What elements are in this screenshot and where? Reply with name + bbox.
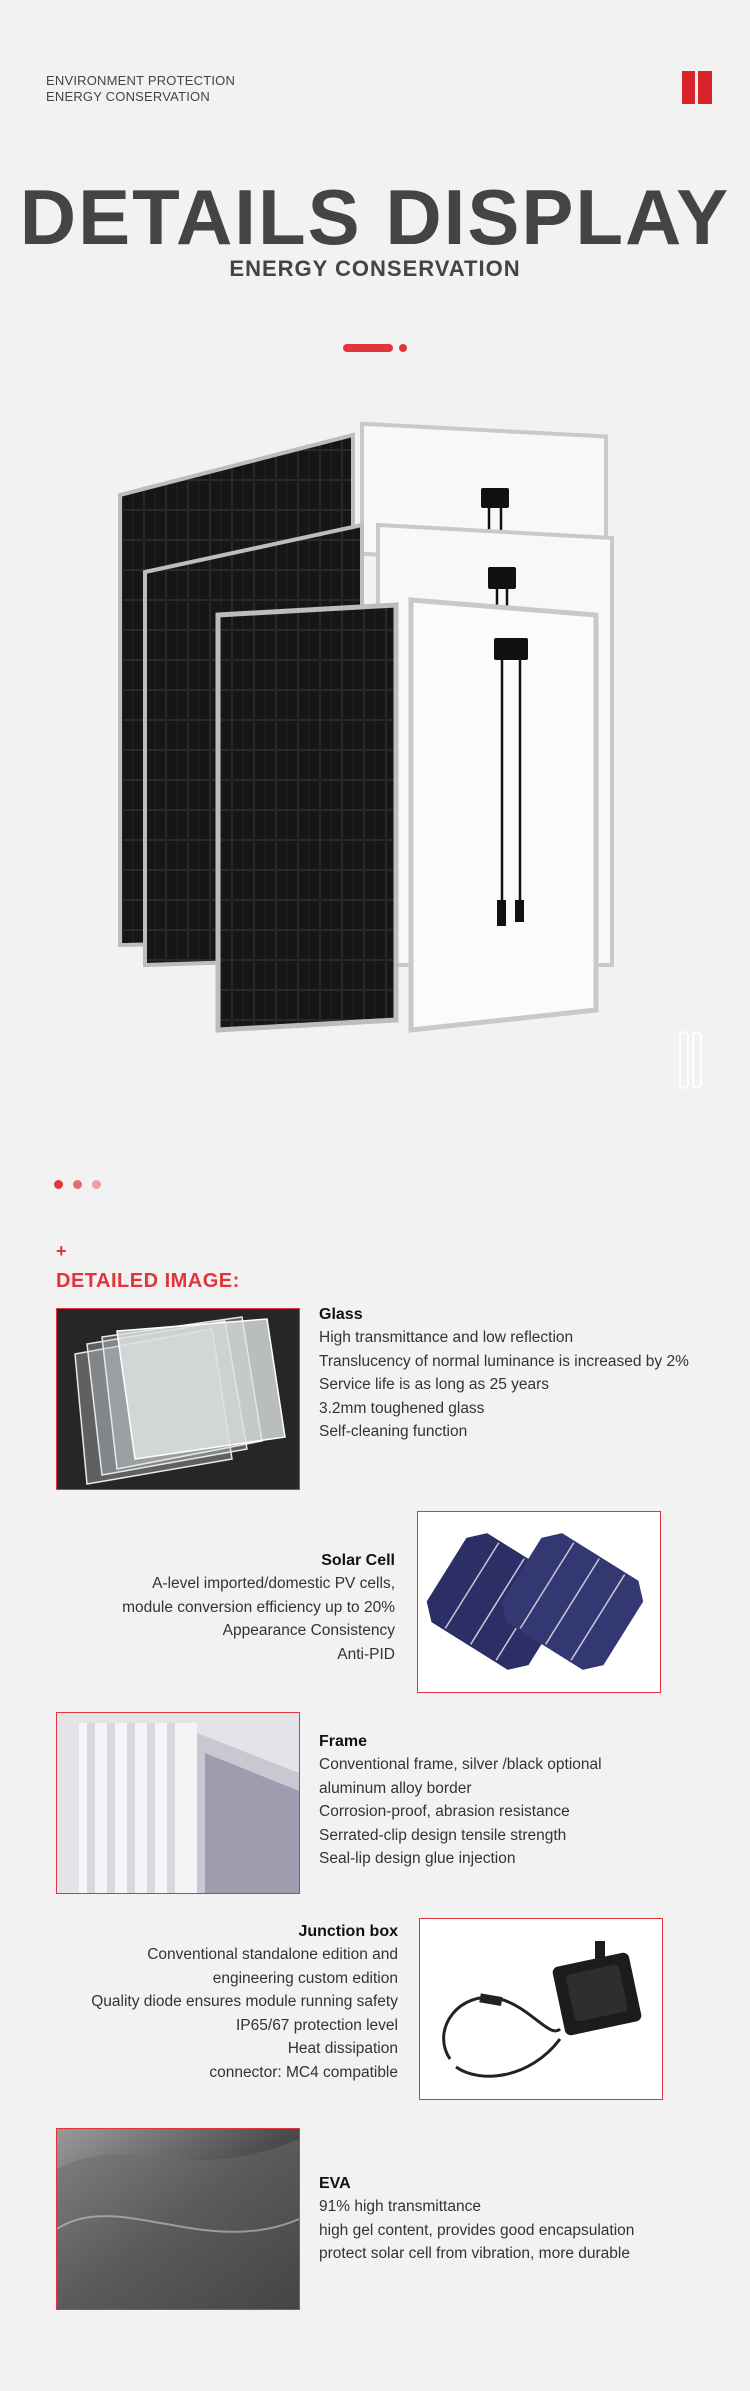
- carousel-indicator-1[interactable]: [54, 1180, 63, 1189]
- junction-box-line: engineering custom edition: [212, 1969, 398, 1987]
- solar-cell-line: Anti-PID: [337, 1645, 395, 1663]
- glass-line: 3.2mm toughened glass: [319, 1399, 485, 1417]
- frame-line: aluminum alloy border: [319, 1779, 472, 1797]
- glass-line: Service life is as long as 25 years: [319, 1376, 550, 1393]
- frame-lines: [319, 1753, 739, 1871]
- glass-text: [319, 1304, 739, 1444]
- glass-image: [56, 1308, 300, 1490]
- panel-front-black: [218, 605, 396, 1030]
- junction-box-line: IP65/67 protection level: [236, 2016, 398, 2034]
- junction-box-line: Quality diode ensures module running safety: [91, 1993, 398, 2010]
- eva-text: [319, 2173, 739, 2266]
- solar-cell-lines: [60, 1572, 395, 1666]
- junction-box-line: Heat dissipation: [287, 2040, 398, 2057]
- frame-line: Seal-lip design glue injection: [319, 1850, 516, 1867]
- junction-box-title: Junction box: [298, 1923, 398, 1940]
- solar-cell-text: [60, 1550, 395, 1666]
- page-subtitle: ENERGY CONSERVATION: [229, 256, 521, 281]
- eva-image: [56, 2128, 300, 2310]
- page-title: DETAILS DISPLAY: [19, 173, 731, 261]
- frame-image: [56, 1712, 300, 1894]
- divider-dot: [399, 344, 407, 352]
- carousel-indicator-3[interactable]: [92, 1180, 101, 1189]
- slider-rail-icon[interactable]: [678, 1030, 704, 1090]
- eva-line: high gel content, provides good encapsulation: [319, 2221, 635, 2239]
- panel-front-white: [411, 600, 596, 1030]
- frame-text: [319, 1731, 739, 1871]
- eva-line: protect solar cell from vibration, more durable: [319, 2245, 630, 2262]
- junction-box-lines: [40, 1943, 398, 2084]
- eva-line: 91% high transmittance: [319, 2198, 481, 2215]
- glass-line: Translucency of normal luminance is increased by 2%: [319, 1352, 689, 1370]
- solar-cell-title: Solar Cell: [321, 1552, 395, 1569]
- junction-box-line: Conventional standalone edition and: [147, 1946, 398, 1963]
- solar-cell-image: [417, 1511, 661, 1693]
- plus-icon: +: [56, 1241, 67, 1261]
- junction-box-line: connector: MC4 compatible: [209, 2063, 398, 2081]
- junction-box-image: [419, 1918, 663, 2100]
- junction-box-text: [40, 1921, 398, 2084]
- glass-line: High transmittance and low reflection: [319, 1329, 574, 1346]
- section-heading: DETAILED IMAGE:: [56, 1270, 240, 1292]
- glass-line: Self-cleaning function: [319, 1423, 468, 1440]
- solar-panels-image: [100, 420, 620, 1040]
- frame-line: Serrated-clip design tensile strength: [319, 1826, 567, 1844]
- solar-cell-line: Appearance Consistency: [222, 1622, 395, 1639]
- eva-title: EVA: [319, 2175, 351, 2192]
- tagline-line-1: ENVIRONMENT PROTECTION: [46, 73, 236, 88]
- divider-bar: [343, 344, 393, 352]
- carousel-indicator-2[interactable]: [73, 1180, 82, 1189]
- header-tagline: [46, 73, 235, 105]
- glass-title: Glass: [319, 1306, 363, 1323]
- frame-line: Corrosion-proof, abrasion resistance: [319, 1803, 570, 1820]
- solar-cell-line: module conversion efficiency up to 20%: [122, 1598, 395, 1616]
- glass-lines: [319, 1326, 739, 1444]
- frame-title: Frame: [319, 1733, 368, 1750]
- solar-cell-line: A-level imported/domestic PV cells,: [152, 1575, 395, 1592]
- frame-line: Conventional frame, silver /black optional: [319, 1756, 602, 1773]
- brand-logo-icon: [682, 71, 712, 104]
- tagline-line-2: ENERGY CONSERVATION: [46, 89, 210, 104]
- eva-lines: [319, 2195, 739, 2266]
